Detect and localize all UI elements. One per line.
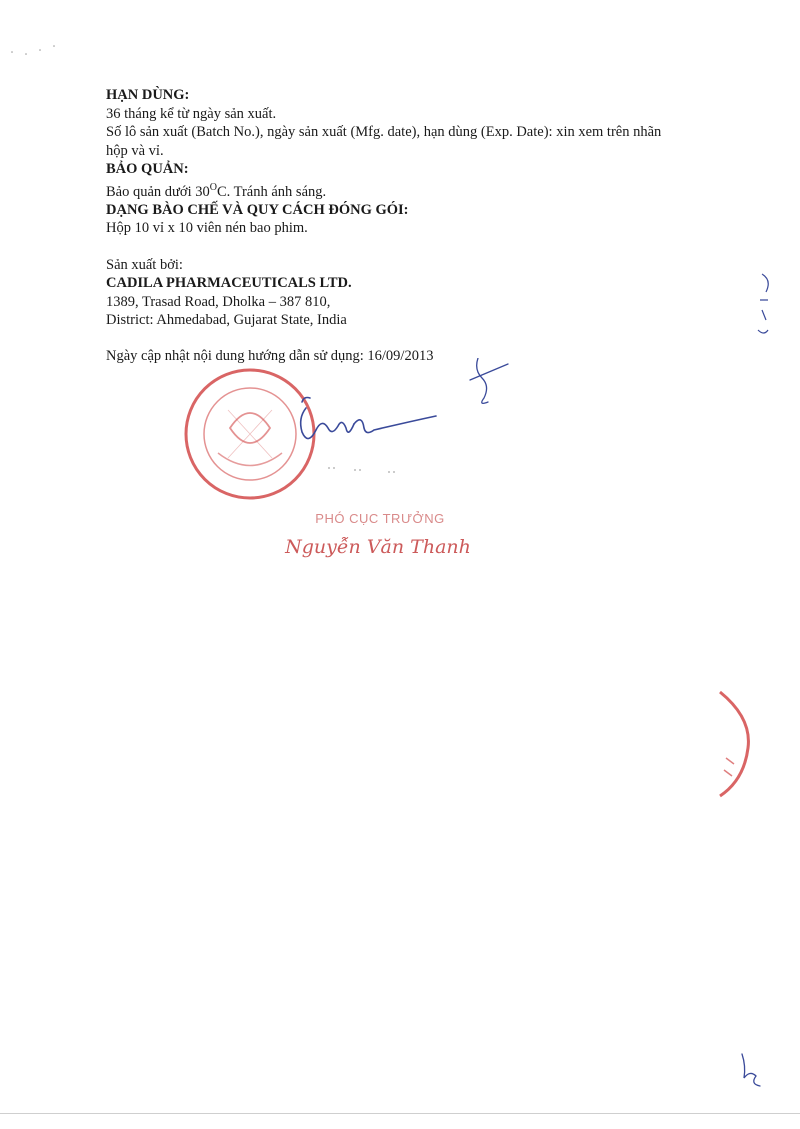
address-line2: District: Ahmedabad, Gujarat State, India <box>106 312 347 329</box>
update-date-text: Ngày cập nhật nội dung hướng dẫn sử dụng: 16/09/2013 <box>106 347 434 364</box>
handwritten-signature-icon <box>301 398 436 439</box>
faint-marks-icon <box>328 468 398 472</box>
storage-text <box>106 179 746 201</box>
edge-seal-fragment-icon <box>752 270 780 340</box>
manufacturer-label: Sản xuất bởi: <box>106 256 183 273</box>
storage-prefix: Bảo quản dưới 30 <box>106 183 210 200</box>
edge-red-seal-fragment-icon <box>712 688 758 800</box>
spacer <box>106 330 746 347</box>
batch-text-line2: hộp và vỉ. <box>106 142 164 159</box>
signer-name: Nguyễn Văn Thanh <box>285 536 471 558</box>
expiry-heading: HẠN DÙNG: <box>106 87 190 103</box>
initials-mark-icon <box>470 358 508 403</box>
address-line1: 1389, Trasad Road, Dholka – 387 810, <box>106 293 331 310</box>
scan-speckle-icon <box>6 42 66 60</box>
storage-degree: O <box>209 181 217 193</box>
storage-suffix: C. Tránh ánh sáng. <box>216 183 327 200</box>
official-seal-icon <box>186 370 314 498</box>
signer-title: PHÓ CỤC TRƯỞNG <box>315 511 445 526</box>
page-bottom-border <box>0 1113 800 1114</box>
form-heading: DẠNG BÀO CHẾ VÀ QUY CÁCH ĐÓNG GÓI: <box>106 201 409 218</box>
expiry-text: 36 tháng kể từ ngày sản xuất. <box>106 105 277 122</box>
storage-heading: BẢO QUẢN: <box>106 161 189 177</box>
manufacturer-name: CADILA PHARMACEUTICALS LTD. <box>106 275 352 292</box>
batch-text-line1: Số lô sản xuất (Batch No.), ngày sản xuất (Mfg. date), hạn dùng (Exp. Date): xin xem trên nhãn <box>106 124 662 140</box>
document-body <box>106 86 746 365</box>
corner-initials-icon <box>736 1050 766 1090</box>
spacer <box>106 238 746 256</box>
form-text: Hộp 10 vỉ x 10 viên nén bao phim. <box>106 220 308 237</box>
